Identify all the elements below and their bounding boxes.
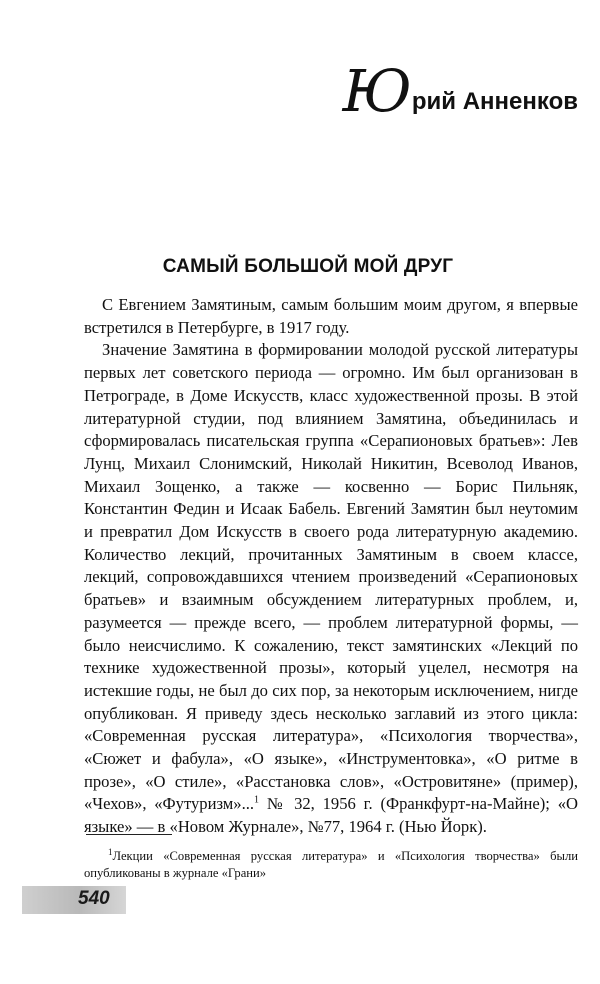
paragraph	[84, 339, 578, 838]
running-header	[342, 57, 578, 125]
page-number: 540	[78, 888, 110, 909]
footnote-text: Лекции «Современная русская литература» и «Психология творчества» были опубликованы в журнале «Грани»	[84, 849, 578, 880]
page-number-band	[22, 886, 126, 914]
paragraph-text: Значение Замятина в формировании молодой русской литературы первых лет советского периода — огромно. Им был организован в Петрограде, в Доме Искусств, класс художественной прозы. В этой литературной студии, под влиянием Замятина, объединилась и сформировалась писательская группа «Серапионовых братьев»: Лев Лунц, Михаил Слонимский, Николай Никитин, Всеволод Иванов, Михаил Зощенко, а также — косвенно — Борис Пильняк, Константин Федин и Исаак Бабель. Евгений Замятин был неутомим и превратил Дом Искусств в своего рода литературную академию. Количество лекций, прочитанных Замятиным в своем классе, лекций, сопровождавшихся чтением произведений «Серапионовых братьев» и взаимным обсуждением литературных проблем, и, разумеется — прежде всего, — проблем литературной формы, — было неисчислимо. К сожалению, текст замятинских «Лекций по технике художественной прозы», который уцелел, несмотря на истекшие годы, не был до сих пор, за некоторым исключением, нигде опубликован. Я приведу здесь несколько заглавий из этого цикла: «Современная русская литература», «Психология творчества», «Сюжет и фабула», «О языке», «Инструментовка», «О ритме в прозе», «О стиле», «Расстановка слов», «Островитяне» (пример), «Чехов», «Футуризм»...	[84, 340, 578, 814]
footnote-reference: 1	[254, 794, 260, 806]
body-text	[84, 294, 578, 839]
footnote-divider	[86, 834, 172, 835]
author-initial: Ю	[342, 57, 408, 125]
chapter-title: САМЫЙ БОЛЬШОЙ МОЙ ДРУГ	[162, 256, 454, 277]
footnote	[84, 848, 578, 882]
footnote-number: 1	[108, 846, 113, 857]
author-name: рий Анненков	[411, 88, 578, 115]
paragraph: С Евгением Замятиным, самым большим моим другом, я впервые встретился в Петербурге, в 1917 году.	[84, 295, 578, 337]
paragraph-text-end: № 32, 1956 г. (Франкфурт-на-Майне); «О языке» — в «Новом Журнале», №77, 1964 г. (Нью Йорк).	[84, 794, 578, 837]
